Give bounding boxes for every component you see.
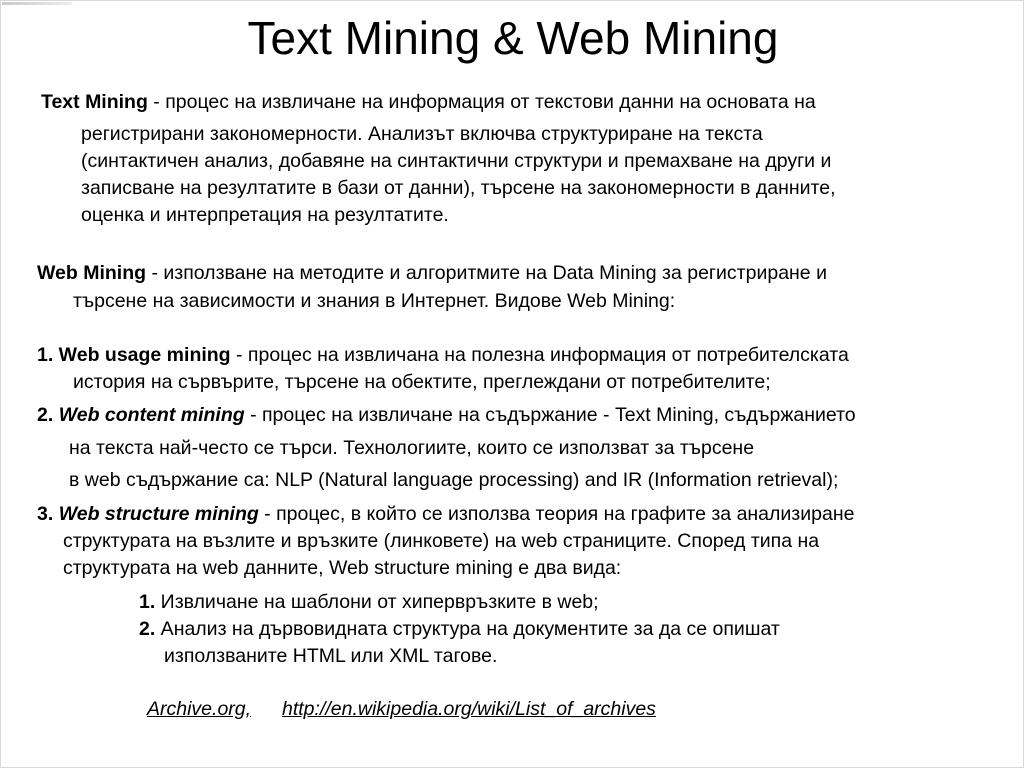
- item-3-line-1: [37, 501, 854, 528]
- item-3-num: 3.: [37, 503, 59, 525]
- text-mining-line-1: [41, 89, 816, 116]
- subitem-2-line-2: използваните HTML или XML тагове.: [164, 645, 498, 667]
- web-mining-line-1: [37, 260, 827, 287]
- subitem-2-line-1: [139, 616, 780, 643]
- item-1-line-2: история на сървърите, търсене на обектите, преглеждани от потребителите;: [73, 371, 771, 393]
- item-1-line-1-text: - процес на извличана на полезна информация от потребителската: [230, 344, 849, 366]
- item-2-line-1-text: - процес на извличане на съдържание - Text Mining, съдържанието: [244, 404, 856, 426]
- subitem-1: [139, 589, 599, 616]
- thumbnail-marker: [2, 2, 72, 5]
- subitem-2-num: 2.: [139, 618, 156, 640]
- web-mining-term: Web Mining: [37, 262, 147, 284]
- text-mining-term: Text Mining: [41, 91, 148, 113]
- web-mining-line-2: търсене на зависимости и знания в Интернет. Видове Web Mining:: [73, 290, 676, 312]
- archive-org-link[interactable]: Archive.org,: [147, 698, 252, 720]
- item-2-line-1: [37, 402, 856, 429]
- item-3-line-1-text: - процес, в който се използва теория на графите за анализиране: [258, 503, 855, 525]
- text-mining-line-4: записване на резултатите в бази от данни), търсене на закономерности в данните,: [81, 177, 836, 199]
- web-mining-line-1-text: - използване на методите и алгоритмите на Data Mining за регистриране и: [146, 262, 827, 284]
- item-3-line-2: структурата на възлите и връзките (линковете) на web страниците. Според типа на: [63, 530, 820, 552]
- text-mining-line-3: (синтактичен анализ, добавяне на синтактични структури и премахване на други и: [81, 150, 832, 172]
- subitem-1-text: Извличане на шаблони от хипервръзките в web;: [155, 591, 599, 613]
- item-3-line-3: структурата на web данните, Web structure mining е два вида:: [63, 557, 622, 579]
- text-mining-line-1-text: - процес на извличане на информация от текстови данни на основата на: [147, 91, 816, 113]
- wikipedia-archives-link[interactable]: http://en.wikipedia.org/wiki/List_of_archives: [282, 698, 656, 720]
- text-mining-line-5: оценка и интерпретация на резултатите.: [81, 204, 449, 226]
- item-1-line-1: [37, 342, 849, 369]
- item-3-term: Web structure mining: [58, 503, 259, 525]
- subitem-2-text: Анализ на дървовидната структура на документите за да се опишат: [155, 618, 780, 640]
- item-2-line-3: в web съдържание са: NLP (Natural language processing) and IR (Information retrieval);: [69, 469, 839, 491]
- item-2-term: Web content mining: [58, 404, 245, 426]
- item-2-num: 2.: [37, 404, 59, 426]
- slide-title: Text Mining & Web Mining: [247, 12, 779, 64]
- text-mining-line-2: регистрирани закономерности. Анализът включва структуриране на текста: [81, 123, 763, 145]
- item-1-label: 1. Web usage mining: [37, 344, 231, 366]
- subitem-1-num: 1.: [139, 591, 156, 613]
- item-2-line-2: на текста най-често се търси. Технологиите, които се използват за търсене: [69, 437, 755, 459]
